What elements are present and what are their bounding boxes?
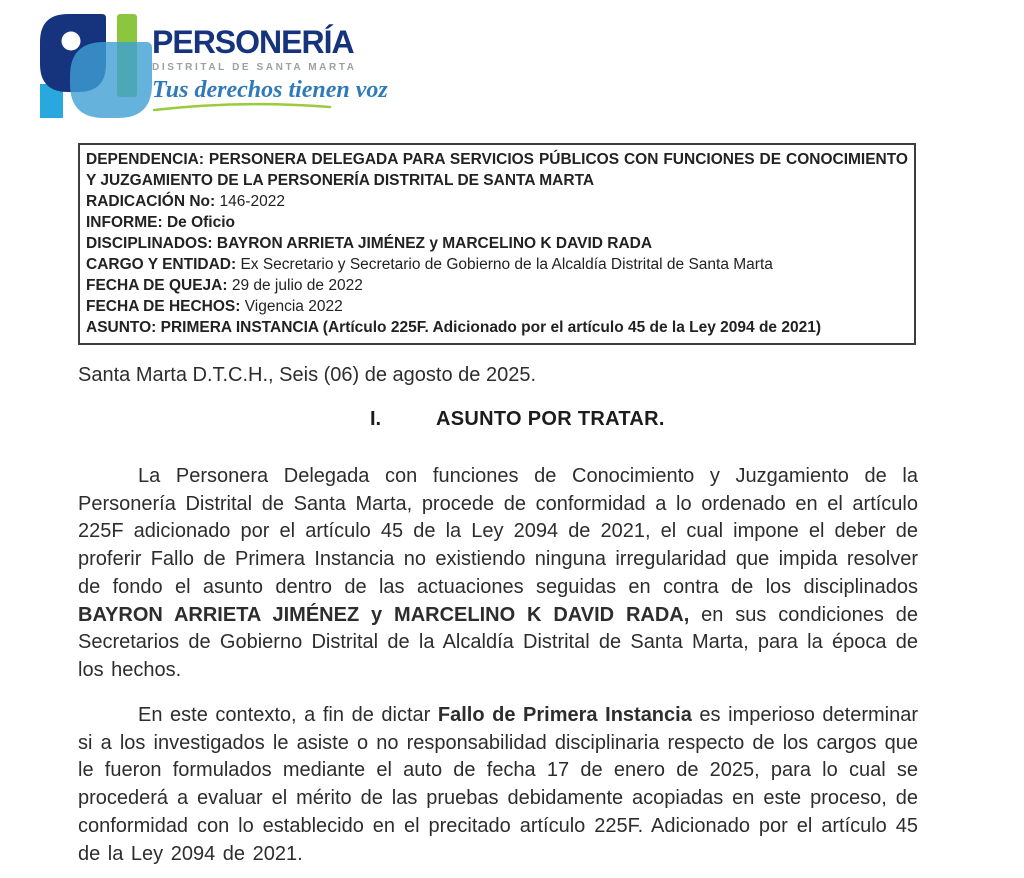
- header-row-asunto: [86, 317, 908, 338]
- row-value: BAYRON ARRIETA JIMÉNEZ y MARCELINO K DAVID RADA: [212, 235, 653, 252]
- row-label: INFORME:: [86, 214, 163, 231]
- row-value: 29 de julio de 2022: [227, 277, 363, 294]
- logo-light-blue-leaf: [70, 42, 152, 118]
- row-label: FECHA DE QUEJA:: [86, 277, 228, 294]
- row-value: PRIMERA INSTANCIA (Artículo 225F. Adicionado por el artículo 45 de la Ley 2094 de 2021): [156, 319, 821, 336]
- section-number: I.: [370, 408, 382, 430]
- row-label: CARGO Y ENTIDAD:: [86, 256, 237, 273]
- brand-subtitle: DISTRITAL DE SANTA MARTA: [152, 62, 357, 73]
- dateline: Santa Marta D.T.C.H., Seis (06) de agosto de 2025.: [78, 364, 537, 386]
- header-row-radicacion: [86, 191, 908, 212]
- case-header-box: [78, 143, 916, 345]
- row-value: 146-2022: [215, 193, 285, 210]
- header-row-fecha-hechos: [86, 296, 908, 317]
- row-value: Vigencia 2022: [240, 298, 343, 315]
- brand-name: PERSONERÍA: [152, 24, 354, 60]
- header-row-informe: [86, 212, 908, 233]
- paragraph-2: En este contexto, a fin de dictar Fallo de Primera Instancia es imperioso determinar si a los investigados le asiste o no responsabilidad disciplinaria respecto de los cargos que le fueron formulados mediante el auto de fecha 17 de enero de 2025, para lo cual se procederá a evaluar el mérito de las pruebas debidamente acopiadas en este proceso, de conformidad con lo establecido en el precitado artículo 225F. Adicionado por el artículo 45 de la Ley 2094 de 2021.: [78, 704, 919, 865]
- header-row-cargo: [86, 254, 908, 275]
- row-label: DISCIPLINADOS:: [86, 235, 213, 252]
- row-value: PERSONERA DELEGADA PARA SERVICIOS PÚBLICOS CON FUNCIONES DE CONOCIMIENTO Y JUZGAMIENTO DE LA PERSONERÍA DISTRITAL DE SANTA MARTA: [86, 151, 908, 189]
- row-label: RADICACIÓN No:: [86, 193, 216, 210]
- brand-tagline: Tus derechos tienen voz: [152, 77, 388, 103]
- row-value: De Oficio: [162, 214, 235, 231]
- section-heading: [0, 408, 1024, 432]
- section-title: ASUNTO POR TRATAR.: [436, 408, 665, 430]
- row-label: DEPENDENCIA:: [86, 151, 204, 168]
- header-row-fecha-queja: [86, 275, 908, 296]
- header-row-disciplinados: [86, 233, 908, 254]
- paragraph-1: La Personera Delegada con funciones de Conocimiento y Juzgamiento de la Personería Distrital de Santa Marta, procede de conformidad a lo ordenado en el artículo 225F adicionado por el artículo 45 de la Ley 2094 de 2021, el cual impone el deber de proferir Fallo de Primera Instancia no existiendo ninguna irregularidad que impida resolver de fondo el asunto dentro de las actuaciones seguidas en contra de los disciplinados BAYRON ARRIETA JIMÉNEZ y MARCELINO K DAVID RADA, en sus condiciones de Secretarios de Gobierno Distrital de la Alcaldía Distrital de Santa Marta, para la época de los hechos.: [78, 465, 919, 681]
- personeria-logo-mark-icon: [38, 12, 154, 120]
- personeria-logo: [38, 10, 388, 125]
- row-value: Ex Secretario y Secretario de Gobierno de la Alcaldía Distrital de Santa Marta: [236, 256, 773, 273]
- header-row-dependencia: [86, 149, 908, 191]
- row-label: ASUNTO:: [86, 319, 157, 336]
- row-label: FECHA DE HECHOS:: [86, 298, 241, 315]
